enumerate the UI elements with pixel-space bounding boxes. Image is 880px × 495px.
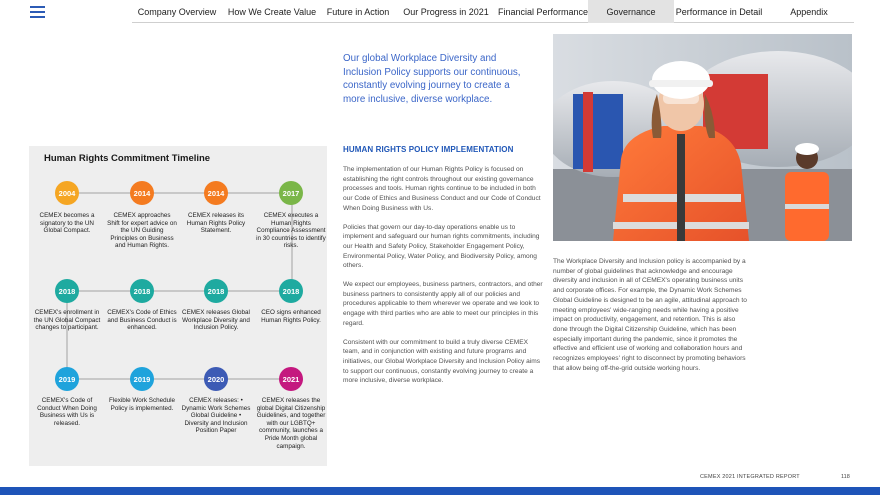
- tab-future-in-action[interactable]: Future in Action: [326, 6, 390, 17]
- timeline-event: CEMEX executes a Human Rights Compliance Assessment in 30 countries to identify risks.: [256, 212, 326, 250]
- paragraph: Policies that govern our day-to-day operations enable us to implement and safeguard our human rights commitments, including our Health and Safety Policy, Stakeholder Engagement Policy, Environmental Policy, Water Policy, and Biodiversity Policy, among others.: [343, 223, 540, 270]
- report-title: CEMEX 2021 INTEGRATED REPORT: [700, 474, 800, 480]
- tab-company-overview[interactable]: Company Overview: [137, 6, 217, 17]
- timeline-event: CEMEX releases the global Digital Citizenship Guidelines, and together with our LGBTQ+ community, launches a Pride Month global campaign.: [256, 397, 326, 450]
- section-heading: HUMAN RIGHTS POLICY IMPLEMENTATION: [343, 145, 514, 154]
- timeline-event: CEMEX releases: • Dynamic Work Schemes Global Guideline • Diversity and Inclusion Position Paper: [181, 397, 251, 435]
- worker-photo: [553, 34, 852, 241]
- tab-performance-in-detail[interactable]: Performance in Detail: [675, 6, 763, 17]
- tab-how-we-create-value[interactable]: How We Create Value: [227, 6, 317, 17]
- tab-our-progress-2021[interactable]: Our Progress in 2021: [403, 6, 489, 17]
- timeline-event: CEMEX's Code of Ethics and Business Conduct is enhanced.: [107, 309, 177, 332]
- timeline-event: Flexible Work Schedule Policy is implemented.: [108, 397, 176, 412]
- timeline-event: CEMEX's Code of Conduct When Doing Business with Us is released.: [37, 397, 97, 427]
- paragraph: The implementation of our Human Rights Policy is focused on establishing the right controls throughout our existing governance processes and tools. Human rights continue to be included in both our Code of Ethics and Business Conduct and our Code of Conduct When Doing Business with Us.: [343, 166, 541, 212]
- year-badge: 2019: [55, 367, 79, 391]
- timeline-event: CEMEX's enrollment in the UN Global Compact changes to participant.: [33, 309, 101, 332]
- page-number: 118: [841, 474, 850, 480]
- tab-governance[interactable]: Governance: [588, 0, 674, 23]
- timeline-event: CEMEX approaches Shift for expert advice on the UN Guiding Principles on Business and Human Rights.: [107, 212, 177, 250]
- paragraph: We expect our employees, business partners, contractors, and other business partners to consistently apply all of our policies and procedures applicable to them wherever we operate and we look to engage with third parties who are able to meet our principles in this regard.: [343, 281, 543, 327]
- timeline-connector: [67, 290, 292, 292]
- year-badge: 2020: [204, 367, 228, 391]
- timeline-event: CEMEX releases Global Workplace Diversity and Inclusion Policy.: [182, 309, 250, 332]
- year-badge: 2004: [55, 181, 79, 205]
- menu-icon[interactable]: [30, 6, 45, 19]
- section-body: [343, 165, 543, 395]
- timeline-connector: [67, 378, 292, 380]
- top-nav: [132, 0, 854, 23]
- policy-description: The Workplace Diversity and Inclusion policy is accompanied by a number of global guidelines that acknowledge and encourage diversity and inclusion in all of CEMEX's operating business units and corporate offices. For example, the Dynamic Work Schemes Global Guideline is designed to be an agile, attitudinal approach to meeting employees' wide-ranging needs while having a positive impact on productivity, engagement, and retention. This is also done through the Digital Citizenship Guideline, which has been especially important during the pandemic, since it promotes the effective and efficient use of working and collaboration hours and recognizes employees' right to disconnect by promoting behaviors that allow being off-the-grid outside working hours.: [553, 258, 747, 372]
- human-rights-timeline: [29, 146, 327, 466]
- year-badge: 2014: [130, 181, 154, 205]
- year-badge: 2021: [279, 367, 303, 391]
- tab-financial-performance[interactable]: Financial Performance: [497, 6, 589, 17]
- year-badge: 2017: [279, 181, 303, 205]
- timeline-connector: [67, 192, 292, 194]
- year-badge: 2018: [279, 279, 303, 303]
- year-badge: 2014: [204, 181, 228, 205]
- timeline-event: CEMEX becomes a signatory to the UN Global Compact.: [39, 212, 95, 235]
- tab-appendix[interactable]: Appendix: [790, 6, 828, 17]
- intro-quote: Our global Workplace Diversity and Inclusion Policy supports our continuous, constantly evolving journey to create a more inclusive, diverse workplace.: [343, 53, 521, 105]
- year-badge: 2018: [204, 279, 228, 303]
- bottom-bar: [0, 487, 880, 495]
- worker-illustration: [553, 34, 852, 241]
- year-badge: 2018: [130, 279, 154, 303]
- year-badge: 2018: [55, 279, 79, 303]
- timeline-event: CEO signs enhanced Human Rights Policy.: [261, 309, 321, 324]
- timeline-event: CEMEX releases its Human Rights Policy Statement.: [186, 212, 246, 235]
- year-badge: 2019: [130, 367, 154, 391]
- paragraph: Consistent with our commitment to build a truly diverse CEMEX team, and in conjunction with existing and future programs and initiatives, our Global Workplace Diversity and Inclusion Policy aims to support our continuous, constantly evolving journey to create a more inclusive, diverse workplace.: [343, 338, 541, 385]
- timeline-title: Human Rights Commitment Timeline: [44, 153, 211, 164]
